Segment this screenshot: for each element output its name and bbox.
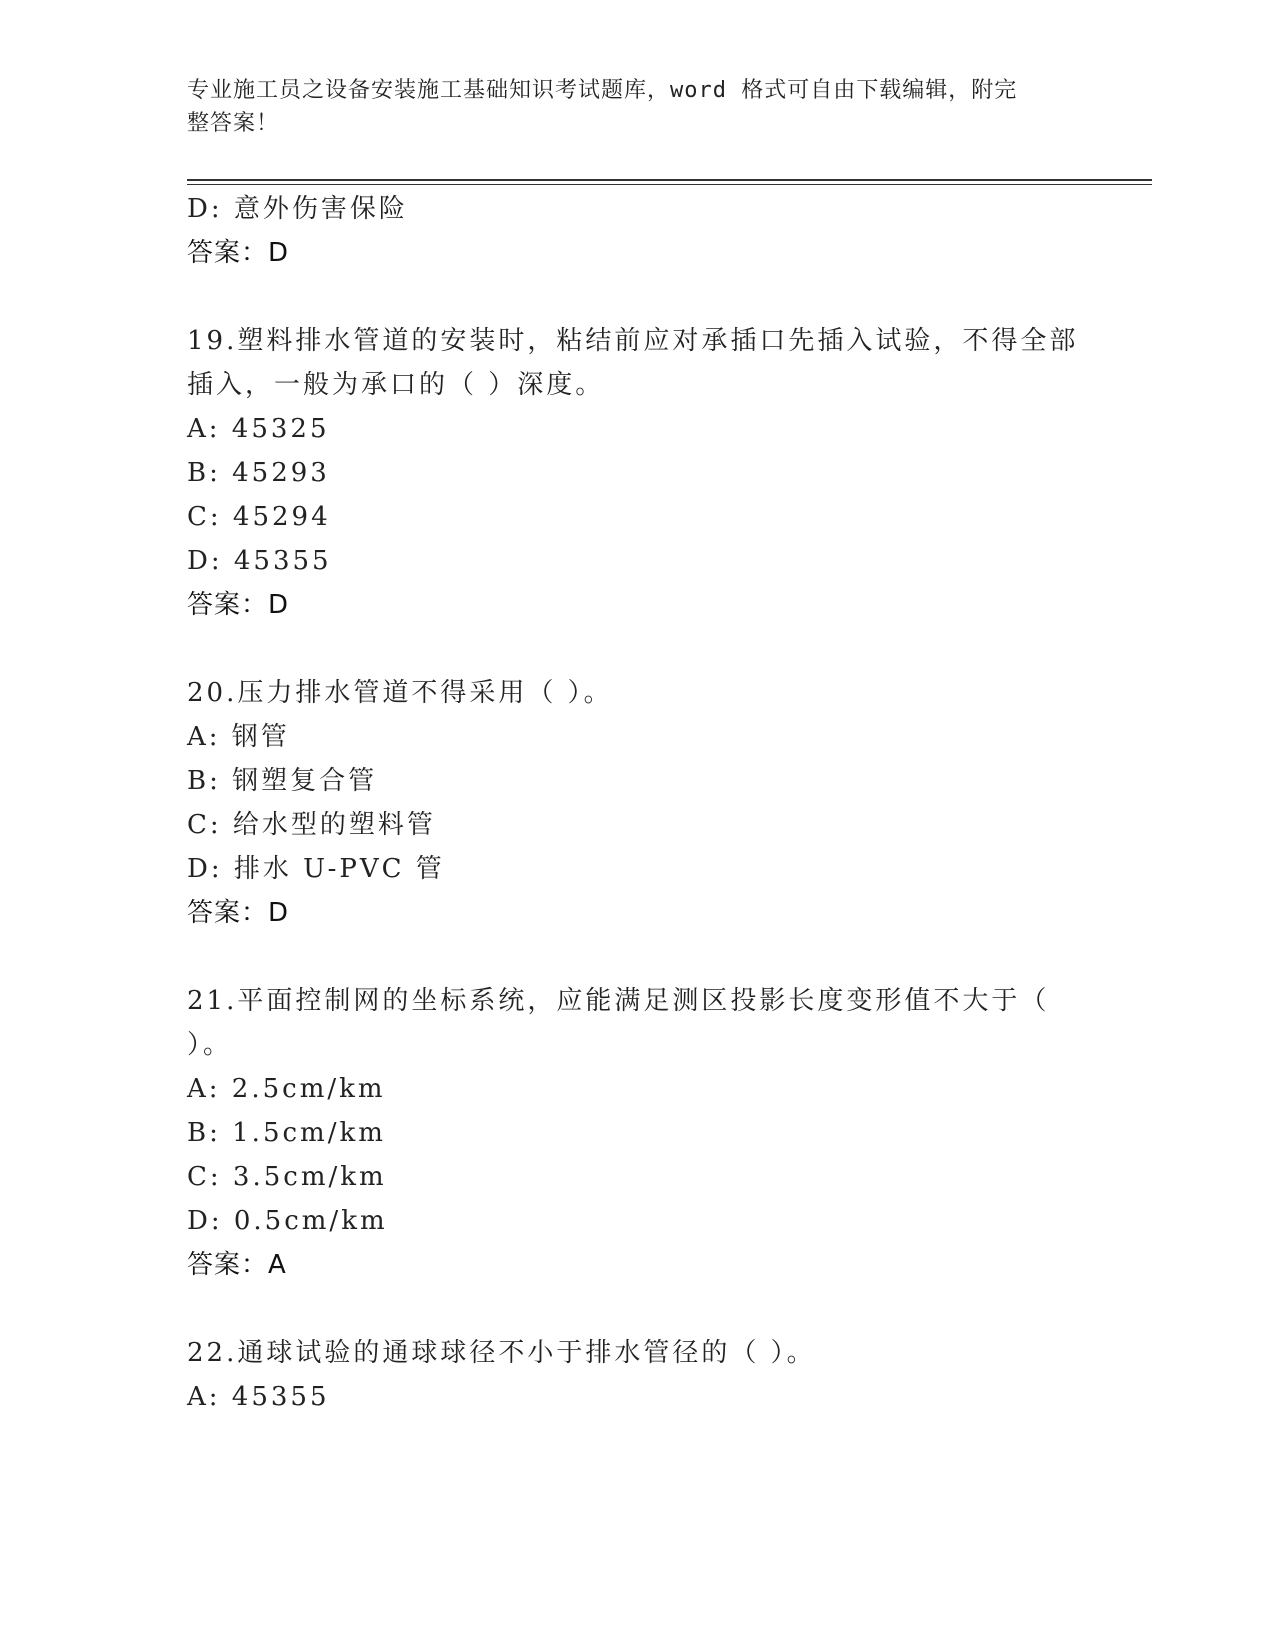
- q21-option-d: D: 0.5cm/km: [187, 1206, 388, 1236]
- header-divider-thick: [187, 179, 1152, 181]
- q20-option-a: A: 钢管: [187, 722, 290, 752]
- q21-option-b: B: 1.5cm/km: [187, 1118, 386, 1148]
- q19-option-a: A: 45325: [187, 414, 330, 444]
- q18-option-d: D: 意外伤害保险: [187, 194, 408, 224]
- q19-stem-line-2: 插入，一般为承口的（ ）深度。: [187, 370, 605, 400]
- q19-stem-line-1: 19.塑料排水管道的安装时，粘结前应对承插口先插入试验，不得全部: [187, 326, 1079, 356]
- q20-answer: 答案：D: [187, 898, 290, 928]
- header-line-2: 整答案！: [187, 111, 280, 136]
- q21-stem-line-1: 21.平面控制网的坐标系统，应能满足测区投影长度变形值不大于（: [187, 986, 1050, 1016]
- q19-option-d: D: 45355: [187, 546, 332, 576]
- document-header: [187, 74, 1067, 140]
- q20-option-d: D: 排水 U-PVC 管: [187, 854, 445, 884]
- q20-option-b: B: 钢塑复合管: [187, 766, 378, 796]
- q21-answer: 答案：A: [187, 1250, 287, 1280]
- q21-stem-line-2: ）。: [187, 1030, 233, 1060]
- q21-option-a: A: 2.5cm/km: [187, 1074, 386, 1104]
- q19-option-b: B: 45293: [187, 458, 330, 488]
- q22-stem-line-1: 22.通球试验的通球球径不小于排水管径的（ ）。: [187, 1338, 816, 1368]
- q22-option-a: A: 45355: [187, 1382, 330, 1412]
- header-line-1: 专业施工员之设备安装施工基础知识考试题库，word 格式可自由下载编辑，附完: [187, 78, 1018, 103]
- header-divider-thin: [187, 184, 1152, 185]
- q21-option-c: C: 3.5cm/km: [187, 1162, 387, 1192]
- q20-stem-line-1: 20.压力排水管道不得采用（ ）。: [187, 678, 613, 708]
- q20-option-c: C: 给水型的塑料管: [187, 810, 436, 840]
- q19-answer: 答案：D: [187, 590, 290, 620]
- q18-answer: 答案：D: [187, 238, 290, 268]
- q19-option-c: C: 45294: [187, 502, 331, 532]
